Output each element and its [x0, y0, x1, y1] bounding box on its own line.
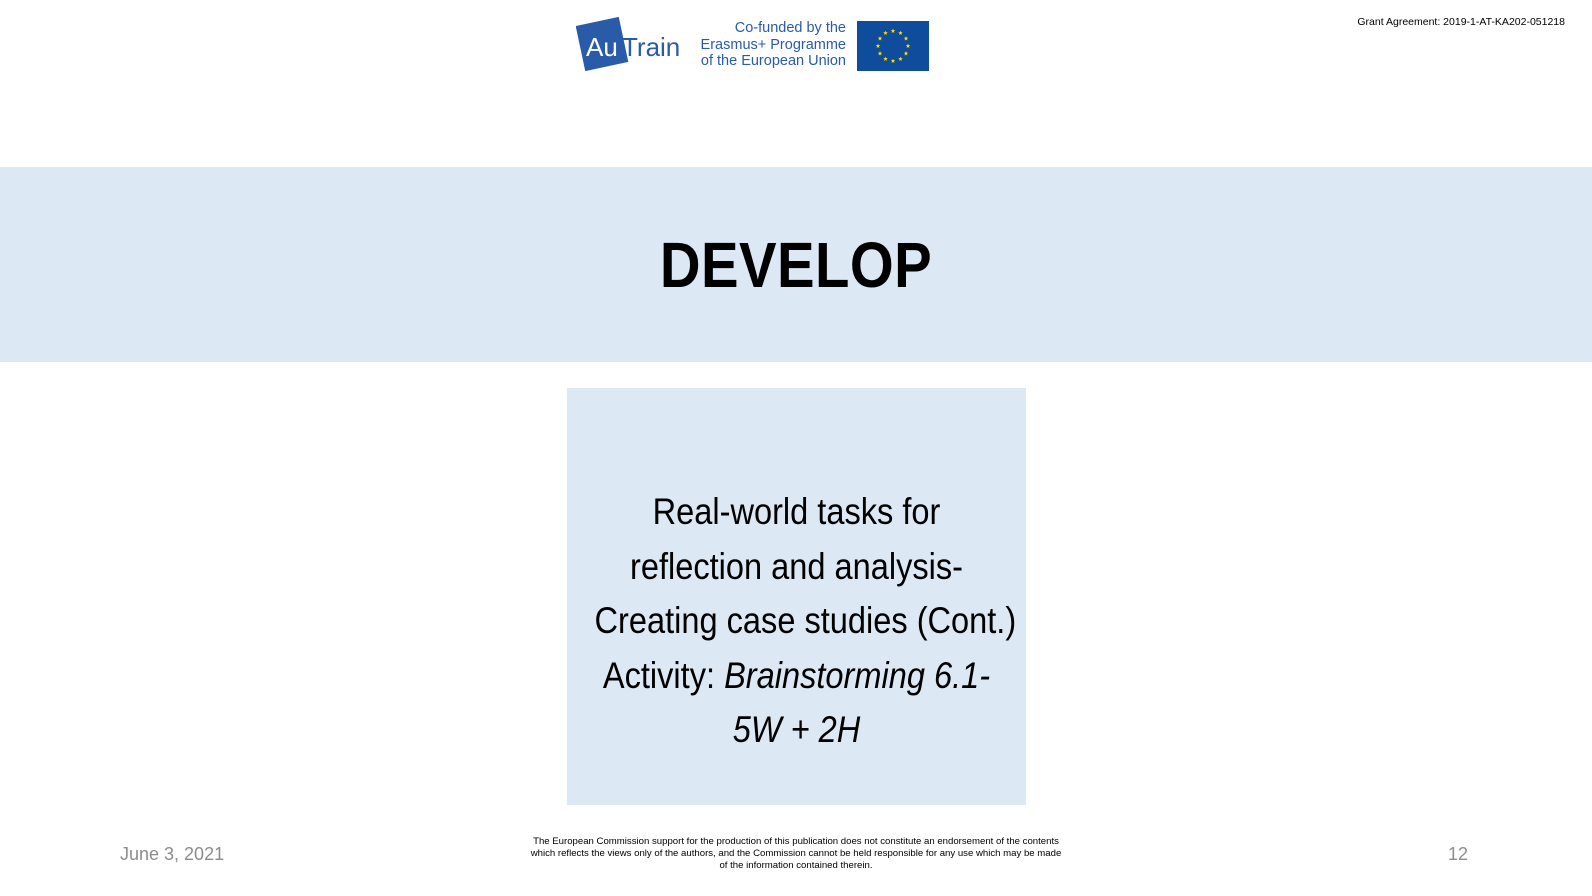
- content-line-2: reflection and analysis-: [629, 545, 963, 587]
- logo-text-au: Au: [586, 32, 618, 62]
- activity-subtitle: 5W + 2H: [732, 709, 861, 750]
- cofunded-line-3: of the European Union: [700, 53, 846, 69]
- content-line-5: [595, 703, 999, 758]
- content-text: [567, 485, 1026, 758]
- activity-name: Brainstorming 6.1-: [724, 654, 991, 696]
- content-line-4: [595, 649, 999, 704]
- content-line-1: Real-world tasks for: [652, 491, 941, 532]
- autrain-logo: [576, 16, 684, 76]
- cofunded-text: [694, 20, 846, 70]
- disclaimer-line-3: of the information contained therein.: [719, 860, 873, 871]
- slide-title: DEVELOP: [659, 228, 933, 301]
- content-line-3: Creating case studies (Cont.): [594, 600, 1017, 641]
- cofunded-line-2: Erasmus+ Programme: [700, 36, 846, 53]
- slide-date: June 3, 2021: [120, 844, 225, 864]
- disclaimer-line-2: which reflects the views only of the authors, and the Commission cannot be held responsible for any use which may be made: [530, 848, 1062, 859]
- eu-flag-icon: [857, 21, 929, 71]
- activity-label: Activity:: [602, 654, 725, 696]
- logo-text-train: Train: [622, 32, 681, 62]
- grant-agreement: Grant Agreement: 2019-1-AT-KA202-051218: [1357, 16, 1565, 28]
- eu-disclaimer: [500, 836, 1092, 872]
- disclaimer-line-1: The European Commission support for the production of this publication does not constitute an endorsement of the contents: [533, 836, 1059, 847]
- page-number: 12: [1448, 844, 1469, 864]
- cofunded-line-1: Co-funded by the: [734, 20, 846, 36]
